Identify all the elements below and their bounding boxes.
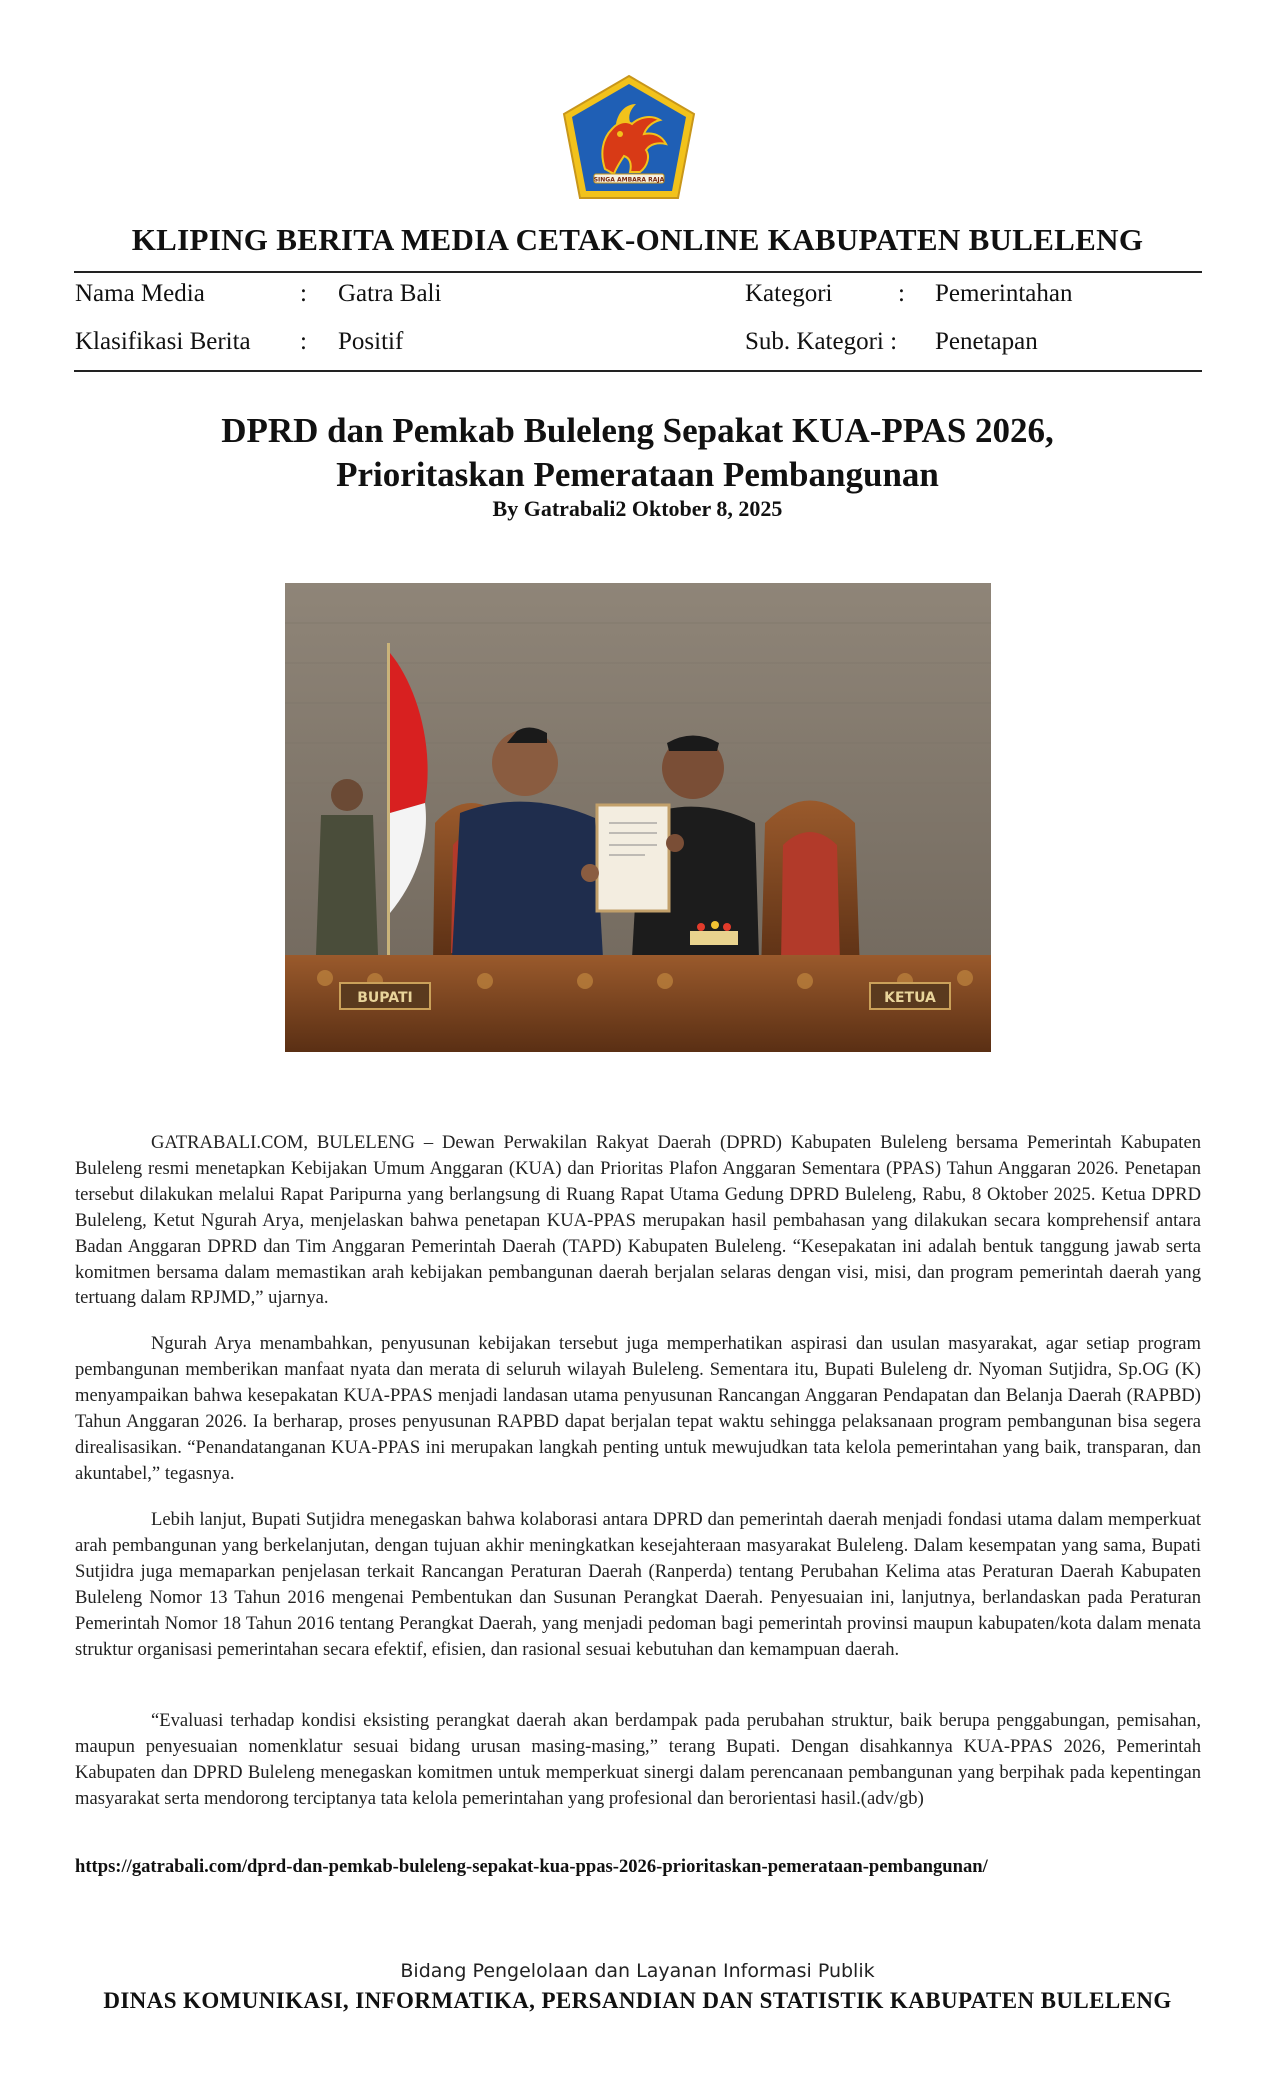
news-photo xyxy=(285,583,991,1052)
paragraph-text: Ngurah Arya menambahkan, penyusunan kebijakan tersebut juga memperhatikan aspirasi dan usulan masyarakat, agar setiap program pembangunan memberikan manfaat nyata dan merata di seluruh wilayah Buleleng. Sementara itu, Bupati Buleleng dr. Nyoman Sutjidra, Sp.OG (K) menyampaikan bahwa kesepakatan KUA-PPAS menjadi landasan utama penyusunan Rancangan Anggaran Pendapatan dan Belanja Daerah (RAPBD) Tahun Anggaran 2026. Ia berharap, proses penyusunan RAPBD dapat berjalan tepat waktu sehingga pelaksanaan program pembangunan bisa segera direalisasikan. “Penandatanganan KUA-PPAS ini merupakan langkah penting untuk mewujudkan tata kelola pemerintahan yang baik, transparan, dan akuntabel,” tegasnya. xyxy=(75,1333,1201,1484)
article-paragraph-2 xyxy=(75,1331,1201,1486)
footer-division: Bidang Pengelolaan dan Layanan Informasi Publik xyxy=(400,1960,875,1982)
article-paragraph-3 xyxy=(75,1507,1201,1662)
kategori-value: Pemerintahan xyxy=(935,280,1073,307)
nama-media-value: Gatra Bali xyxy=(338,280,442,307)
kategori-label: Kategori xyxy=(745,280,833,307)
sub-kategori-value: Penetapan xyxy=(935,328,1038,355)
sub-kategori-label: Sub. Kategori : xyxy=(745,328,898,355)
klasifikasi-label: Klasifikasi Berita xyxy=(75,328,251,355)
paragraph-text: Lebih lanjut, Bupati Sutjidra menegaskan bahwa kolaborasi antara DPRD dan pemerintah daerah menjadi fondasi utama dalam memperkuat arah pembangunan yang berkelanjutan, dengan tujuan akhir meningkatkan kesejahteraan masyarakat Buleleng. Dalam kesempatan yang sama, Bupati Sutjidra juga memaparkan penjelasan terkait Rancangan Peraturan Daerah (Ranperda) tentang Perubahan Kelima atas Peraturan Daerah Kabupaten Buleleng Nomor 13 Tahun 2016 mengenai Pembentukan dan Susunan Perangkat Daerah. Penyesuaian ini, lanjutnya, berlandaskan pada Peraturan Pemerintah Nomor 18 Tahun 2016 tentang Perangkat Daerah, yang menjadi pedoman bagi pemerintah provinsi maupun kabupaten/kota dalam menata struktur organisasi pemerintahan secara efektif, efisien, dan rasional sesuai kebutuhan dan kemampuan daerah. xyxy=(75,1509,1201,1660)
buleleng-crest-icon xyxy=(560,74,698,200)
footer-agency: DINAS KOMUNIKASI, INFORMATIKA, PERSANDIAN DAN STATISTIK KABUPATEN BULELENG xyxy=(103,1988,1172,2013)
headline-line-2: Prioritaskan Pemerataan Pembangunan xyxy=(336,455,939,494)
paragraph-text: GATRABALI.COM, BULELENG – Dewan Perwakilan Rakyat Daerah (DPRD) Kabupaten Buleleng bersama Pemerintah Kabupaten Buleleng resmi menetapkan Kebijakan Umum Anggaran (KUA) dan Prioritas Plafon Anggaran Sementara (PPAS) Tahun Anggaran 2026. Penetapan tersebut dilakukan melalui Rapat Paripurna yang berlangsung di Ruang Rapat Utama Gedung DPRD Buleleng, Rabu, 8 Oktober 2025. Ketua DPRD Buleleng, Ketut Ngurah Arya, menjelaskan bahwa penetapan KUA-PPAS merupakan hasil pembahasan yang dilakukan secara komprehensif antara Badan Anggaran DPRD dan Tim Anggaran Pemerintah Daerah (TAPD) Kabupaten Buleleng. “Kesepakatan ini adalah bentuk tanggung jawab serta komitmen bersama dalam memastikan arah kebijakan pembangunan daerah berjalan selaras dengan visi, misi, dan program pemerintah daerah yang tertuang dalam RPJMD,” ujarnya. xyxy=(75,1132,1201,1309)
paragraph-text: “Evaluasi terhadap kondisi eksisting perangkat daerah akan berdampak pada perubahan struktur, baik berupa penggabungan, pemisahan, maupun penyesuaian nomenklatur sesuai bidang urusan masing-masing,” terang Bupati. Dengan disahkannya KUA-PPAS 2026, Pemerintah Kabupaten dan DPRD Buleleng menegaskan komitmen untuk memperkuat sinergi dalam perencanaan pembangunan yang berpihak pada kepentingan masyarakat serta mendorong terciptanya tata kelola pemerintahan yang profesional dan berorientasi hasil.(adv/gb) xyxy=(75,1710,1201,1809)
headline-line-1: DPRD dan Pemkab Buleleng Sepakat KUA-PPAS 2026, xyxy=(221,411,1054,450)
kategori-colon: : xyxy=(898,280,905,307)
source-url-link[interactable]: https://gatrabali.com/dprd-dan-pemkab-buleleng-sepakat-kua-ppas-2026-prioritaskan-pemerataan-pembangunan/ xyxy=(75,1856,988,1877)
article-paragraph-1 xyxy=(75,1130,1201,1311)
top-divider xyxy=(74,271,1202,273)
klasifikasi-value: Positif xyxy=(338,328,404,355)
nama-media-label: Nama Media xyxy=(75,280,205,307)
ketua-nameplate: KETUA xyxy=(884,990,936,1006)
crest-motto: SINGA AMBARA RAJA xyxy=(593,176,665,184)
klasifikasi-colon: : xyxy=(300,328,307,355)
article-headline xyxy=(0,409,1275,497)
article-paragraph-4 xyxy=(75,1708,1201,1812)
bupati-nameplate: BUPATI xyxy=(357,990,413,1006)
bottom-divider xyxy=(74,370,1202,372)
article-byline: By Gatrabali2 Oktober 8, 2025 xyxy=(492,496,783,521)
document-title: KLIPING BERITA MEDIA CETAK-ONLINE KABUPATEN BULELENG xyxy=(131,222,1144,257)
nama-media-colon: : xyxy=(300,280,307,307)
